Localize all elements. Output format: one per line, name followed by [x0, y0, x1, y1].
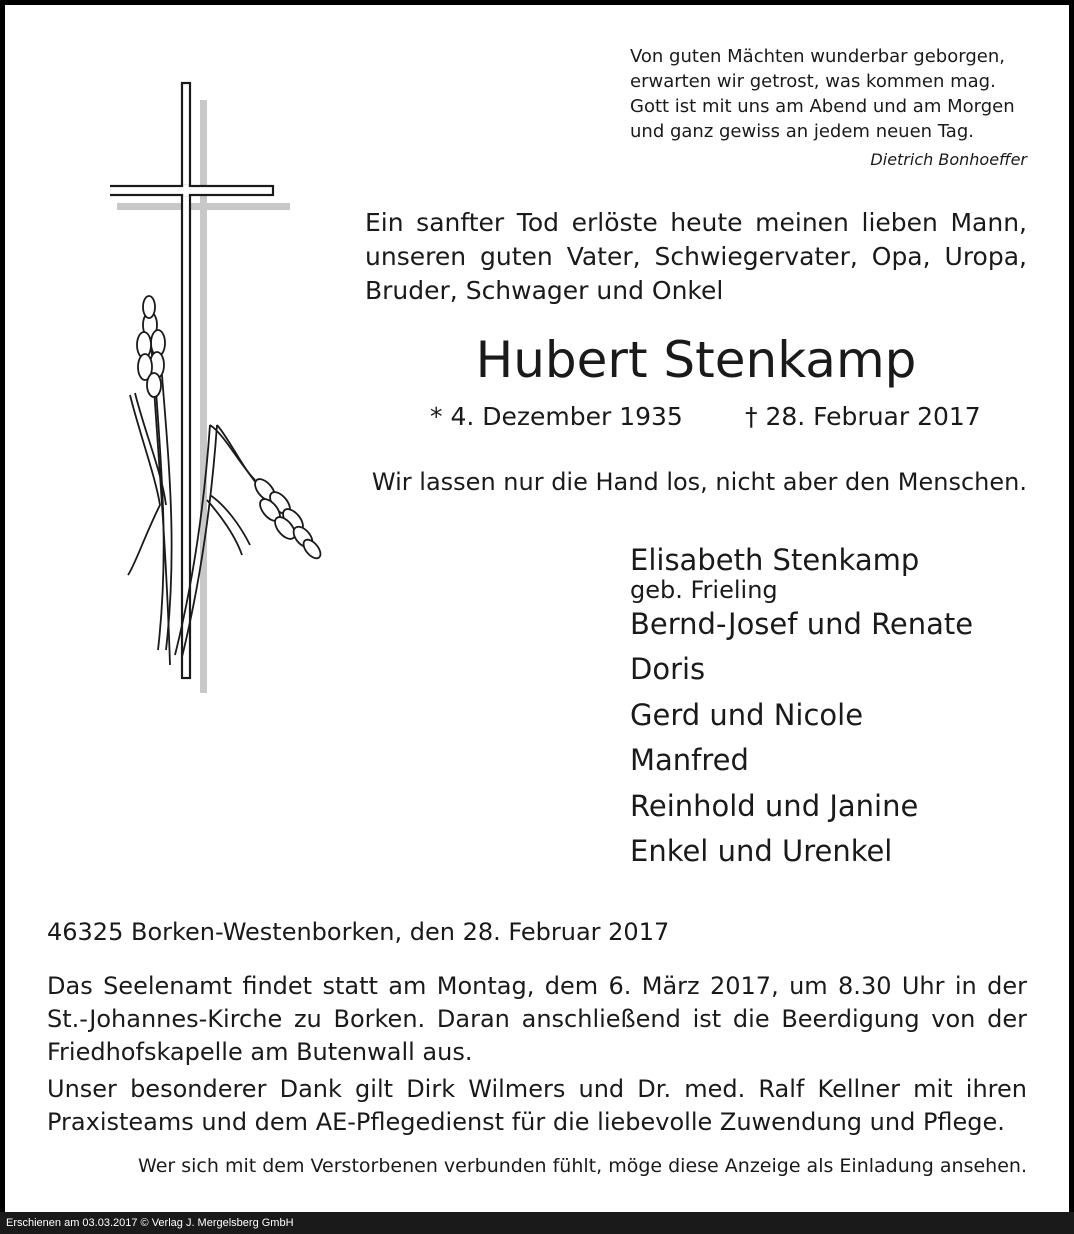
closing-note: Wer sich mit dem Verstorbenen verbunden fühlt, möge diese Anzeige als Einladung ansehen.: [138, 1155, 1027, 1177]
death-date: † 28. Februar 2017: [745, 402, 981, 431]
bonhoeffer-quote: [630, 44, 1015, 144]
cross-with-wheat-icon: [110, 75, 330, 705]
quote-line: Gott ist mit uns am Abend und am Morgen: [630, 96, 1015, 117]
family-member: Enkel und Urenkel: [630, 834, 893, 868]
thanks-paragraph: [47, 1073, 1027, 1139]
quote-line: und ganz gewiss an jedem neuen Tag.: [630, 121, 974, 142]
publication-footer: Erschienen am 03.03.2017 © Verlag J. Mergelsberg GmbH: [0, 1212, 1074, 1234]
service-line: St.-Johannes-Kirche zu Borken. Daran anschließend ist die Beerdigung von der: [47, 1005, 1027, 1033]
intro-line: unseren guten Vater, Schwiegervater, Opa, Uropa,: [365, 242, 1027, 271]
quote-line: erwarten wir getrost, was kommen mag.: [630, 71, 996, 92]
intro-line: Ein sanfter Tod erlöste heute meinen lieben Mann,: [365, 208, 1027, 237]
thanks-line: Unser besonderer Dank gilt Dirk Wilmers und Dr. med. Ralf Kellner mit ihren: [47, 1075, 1027, 1103]
motto: Wir lassen nur die Hand los, nicht aber den Menschen.: [371, 468, 1027, 496]
service-line: Das Seelenamt findet statt am Montag, dem 6. März 2017, um 8.30 Uhr in der: [47, 972, 1027, 1000]
family-member: Gerd und Nicole: [630, 697, 864, 732]
family-member: Reinhold und Janine: [630, 788, 919, 823]
quote-author: Dietrich Bonhoeffer: [870, 150, 1027, 169]
family-member: Bernd-Josef und Renate: [630, 606, 974, 641]
intro-text: [365, 206, 1027, 308]
birth-date: * 4. Dezember 1935: [430, 402, 683, 431]
family-member: Manfred: [630, 743, 749, 777]
thanks-line: Praxisteams und dem AE-Pflegedienst für die liebevolle Zuwendung und Pflege.: [47, 1108, 1005, 1136]
intro-line: Bruder, Schwager und Onkel: [365, 276, 724, 305]
place-date: 46325 Borken-Westenborken, den 28. Februar 2017: [47, 918, 670, 946]
family-widow-maiden-name: geb. Frieling: [630, 575, 778, 604]
service-line: Friedhofskapelle am Butenwall aus.: [47, 1038, 473, 1066]
family-list: [630, 538, 973, 875]
service-paragraph: [47, 970, 1027, 1069]
family-member: Doris: [630, 652, 706, 686]
quote-line: Von guten Mächten wunderbar geborgen,: [630, 46, 1005, 67]
deceased-name: Hubert Stenkamp: [475, 331, 917, 389]
family-widow: Elisabeth Stenkamp: [630, 543, 920, 577]
